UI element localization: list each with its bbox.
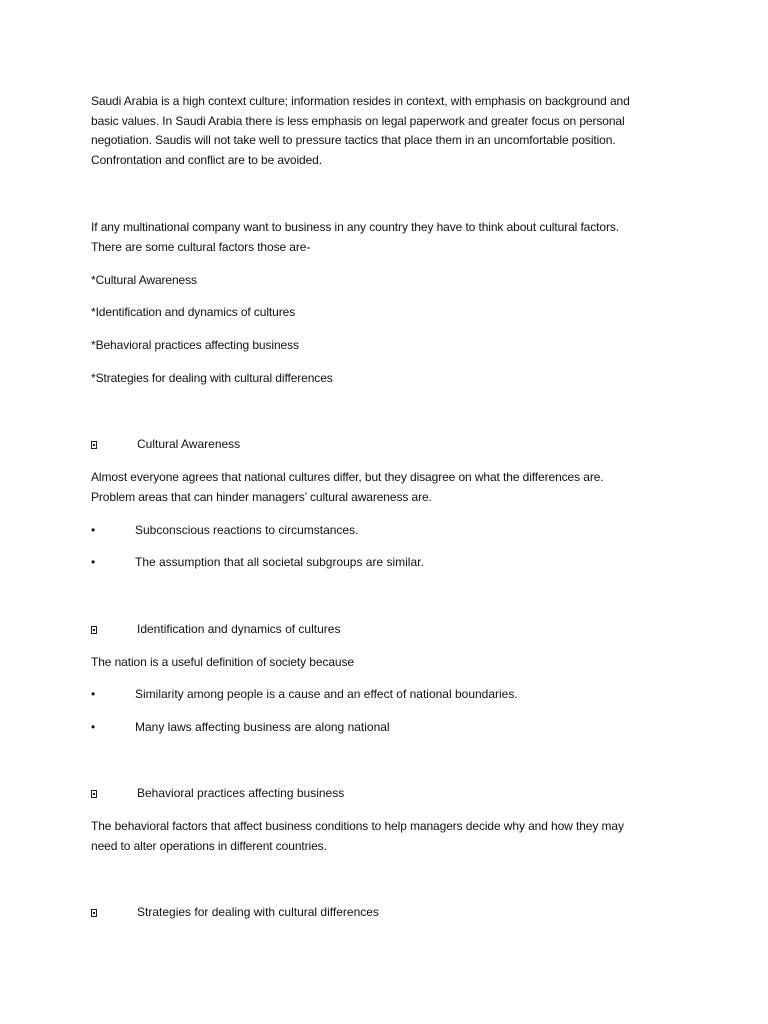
section-paragraph-line: Problem areas that can hinder managers’ cultural awareness are. bbox=[91, 489, 432, 504]
factors-intro-line: There are some cultural factors those are- bbox=[91, 239, 311, 254]
bullet-text: The assumption that all societal subgroups are similar. bbox=[135, 555, 424, 569]
checkbox-glyph-icon bbox=[91, 626, 97, 634]
factors-intro-line: If any multinational company want to business in any country they have to think about cultural factors. bbox=[91, 220, 619, 234]
factor-list-item: *Behavioral practices affecting business bbox=[91, 338, 299, 352]
section-heading-label: Behavioral practices affecting business bbox=[137, 786, 345, 800]
bullet-text: Many laws affecting business are along national bbox=[135, 720, 390, 734]
factors-intro-paragraph bbox=[91, 218, 691, 257]
factor-list-item: *Cultural Awareness bbox=[91, 273, 197, 287]
section-paragraph-line: Almost everyone agrees that national cultures differ, but they disagree on what the differences are. bbox=[91, 470, 604, 484]
bullet-item bbox=[91, 685, 691, 705]
bullet-icon: • bbox=[91, 523, 96, 537]
bullet-item bbox=[91, 718, 691, 738]
section-heading-strategies bbox=[91, 903, 691, 923]
bullet-icon: • bbox=[91, 687, 96, 701]
section-paragraph-line: The behavioral factors that affect business conditions to help managers decide why and how they may bbox=[91, 819, 624, 833]
checkbox-glyph-icon bbox=[91, 790, 97, 798]
section-paragraph-line: need to alter operations in different countries. bbox=[91, 838, 327, 853]
factor-list-item: *Strategies for dealing with cultural differences bbox=[91, 371, 333, 385]
intro-line: Confrontation and conflict are to be avoided. bbox=[91, 152, 322, 167]
intro-paragraph bbox=[91, 92, 691, 170]
bullet-icon: • bbox=[91, 555, 96, 569]
bullet-text: Similarity among people is a cause and an effect of national boundaries. bbox=[135, 687, 518, 701]
section-paragraph bbox=[91, 653, 691, 673]
bullet-icon: • bbox=[91, 720, 96, 734]
section-paragraph bbox=[91, 817, 691, 856]
section-paragraph bbox=[91, 468, 691, 507]
section-heading-identification bbox=[91, 620, 691, 640]
intro-line: basic values. In Saudi Arabia there is less emphasis on legal paperwork and greater focus on personal bbox=[91, 113, 625, 128]
section-heading-behavioral-practices bbox=[91, 784, 691, 804]
bullet-item bbox=[91, 521, 691, 541]
section-heading-label: Cultural Awareness bbox=[137, 437, 241, 451]
section-heading-cultural-awareness bbox=[91, 435, 691, 455]
bullet-text: Subconscious reactions to circumstances. bbox=[135, 523, 359, 537]
bullet-item bbox=[91, 553, 691, 573]
checkbox-glyph-icon bbox=[91, 441, 97, 449]
section-paragraph-line: The nation is a useful definition of society because bbox=[91, 655, 354, 669]
section-heading-label: Identification and dynamics of cultures bbox=[137, 622, 341, 636]
intro-line: Saudi Arabia is a high context culture; information resides in context, with emphasis on background and bbox=[91, 94, 630, 108]
section-heading-label: Strategies for dealing with cultural differences bbox=[137, 905, 379, 919]
factor-list-item: *Identification and dynamics of cultures bbox=[91, 305, 296, 319]
checkbox-glyph-icon bbox=[91, 909, 97, 917]
intro-line: negotiation. Saudis will not take well to pressure tactics that place them in an uncomfortable position. bbox=[91, 133, 616, 147]
